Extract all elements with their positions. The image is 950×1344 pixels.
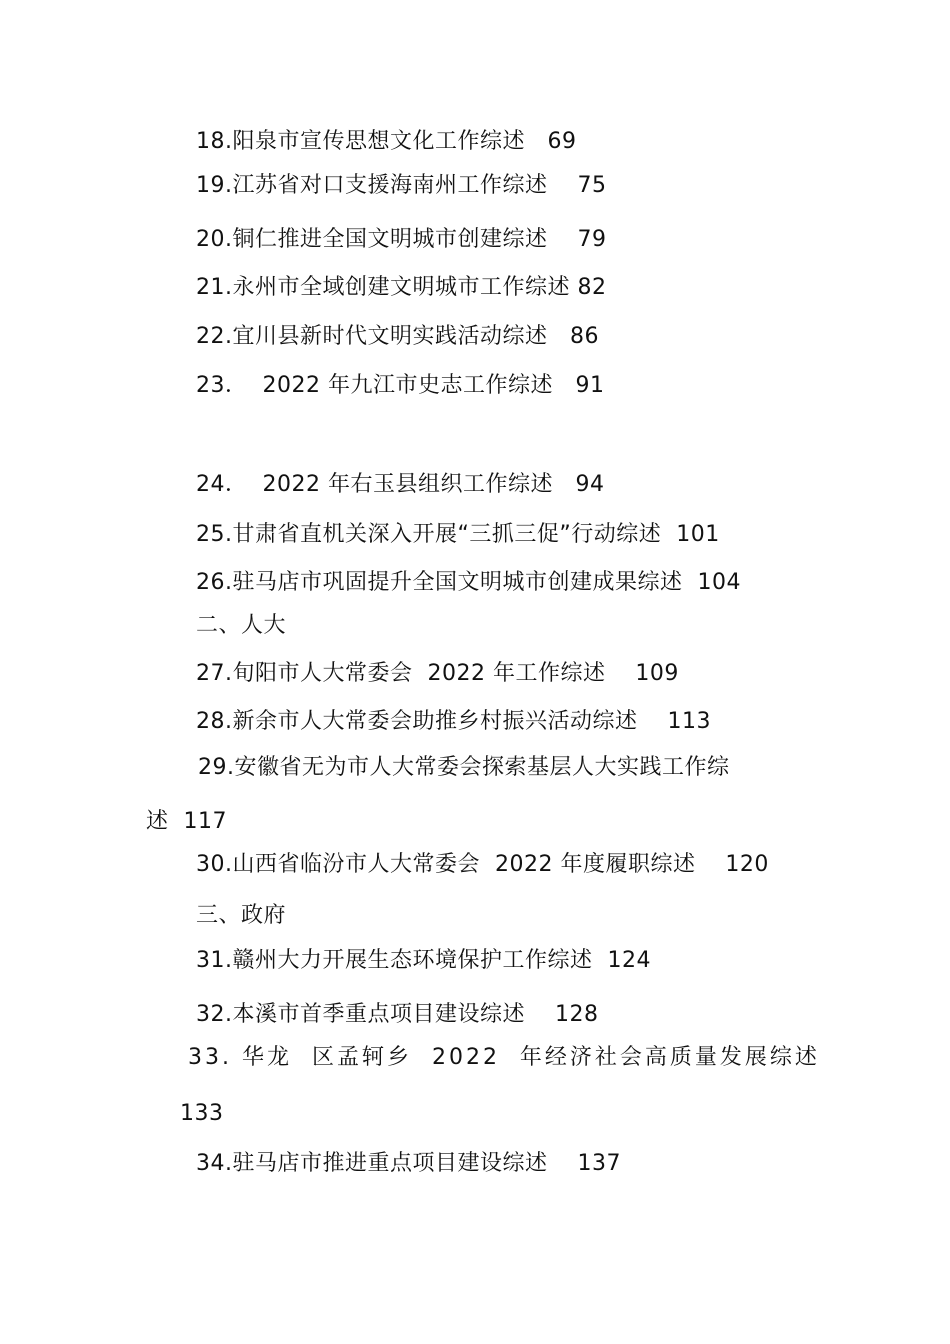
toc-entry-25: 25.甘肃省直机关深入开展“三抓三促”行动综述 101 — [196, 522, 720, 547]
section-heading-npc: 二、人大 — [196, 613, 287, 638]
toc-entry-23: 23． 2022 年九江市史志工作综述 91 — [196, 373, 605, 398]
toc-entry-28: 28.新余市人大常委会助推乡村振兴活动综述 113 — [196, 709, 711, 734]
toc-entry-22: 22.宜川县新时代文明实践活动综述 86 — [196, 324, 599, 349]
toc-entry-33-continued: 133 — [180, 1101, 224, 1126]
toc-entry-20: 20.铜仁推进全国文明城市创建综述 79 — [196, 227, 607, 252]
toc-entry-19: 19.江苏省对口支援海南州工作综述 75 — [196, 173, 607, 198]
toc-entry-32: 32.本溪市首季重点项目建设综述 128 — [196, 1002, 599, 1027]
toc-entry-29: 29.安徽省无为市人大常委会探索基层人大实践工作综 — [198, 755, 730, 780]
toc-entry-27: 27.旬阳市人大常委会 2022 年工作综述 109 — [196, 661, 679, 686]
toc-entry-26: 26.驻马店市巩固提升全国文明城市创建成果综述 104 — [196, 570, 741, 595]
toc-entry-29-continued: 述 117 — [146, 809, 227, 834]
toc-entry-30: 30.山西省临汾市人大常委会 2022 年度履职综述 120 — [196, 852, 769, 877]
toc-entry-33: 33. 华龙 区孟轲乡 2022 年经济社会高质量发展综述 — [188, 1045, 820, 1070]
toc-entry-31: 31.赣州大力开展生态环境保护工作综述 124 — [196, 948, 651, 973]
section-heading-government: 三、政府 — [196, 903, 287, 928]
toc-entry-24: 24． 2022 年右玉县组织工作综述 94 — [196, 472, 605, 497]
toc-entry-34: 34.驻马店市推进重点项目建设综述 137 — [196, 1151, 621, 1176]
toc-entry-18: 18.阳泉市宣传思想文化工作综述 69 — [196, 129, 577, 154]
toc-entry-21: 21.永州市全域创建文明城市工作综述 82 — [196, 275, 607, 300]
